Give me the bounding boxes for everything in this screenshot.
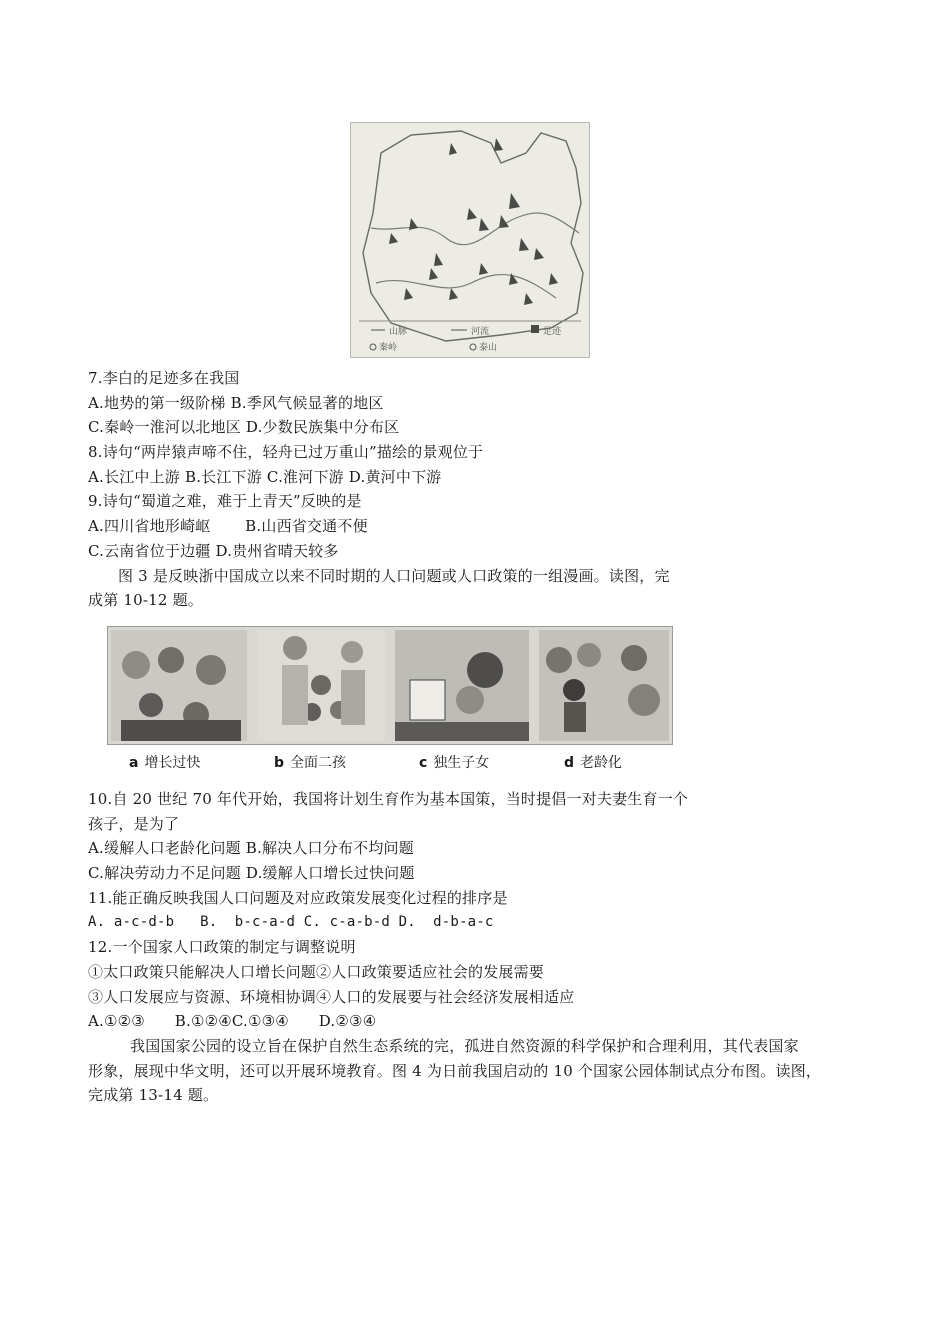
questions-7-9: [88, 366, 888, 613]
q12-statements-2: ③人口发展应与资源、环境相协调④人口的发展要与社会经济发展相适应: [88, 987, 575, 1006]
comic-panel-c: [395, 630, 529, 741]
footprint-mark: [404, 288, 413, 300]
q9-options-2: C.云南省位于边疆 D.贵州省晴天较多: [88, 541, 339, 560]
comic-panel-c-illustration: [395, 630, 529, 741]
footprint-mark: [467, 208, 477, 220]
q10-options-1: A.缓解人口老龄化问题 B.解决人口分布不均问题: [88, 839, 414, 858]
caption-a-letter: a: [129, 755, 139, 771]
caption-d-text: 老龄化: [580, 755, 623, 771]
legend-qinling: 秦岭: [379, 343, 398, 353]
footprint-mark: [524, 293, 533, 305]
map-drawing: [351, 123, 589, 357]
caption-c: [419, 752, 489, 772]
caption-c-text: 独生子女: [433, 755, 490, 771]
map-figure: [350, 122, 590, 358]
coastline-outline: [363, 131, 583, 341]
q11-options: A. a-c-d-b B. b-c-a-d C. c-a-b-d D. d-b-a-c: [88, 914, 494, 931]
fig3-intro-line2: 成第 10-12 题。: [88, 591, 203, 610]
footprint-mark: [429, 268, 438, 280]
q12-options: A.①②③ B.①②④C.①③④ D.②③④: [88, 1012, 377, 1031]
footprint-mark: [409, 218, 418, 230]
comic-panel-d-illustration: [539, 630, 669, 741]
footprint-mark: [494, 138, 503, 151]
q10-options-2: C.解决劳动力不足问题 D.缓解人口增长过快问题: [88, 864, 415, 883]
q10-stem-2: 孩子，是为了: [88, 814, 180, 833]
legend-river: 河流: [471, 327, 490, 337]
q10-stem-1: 10.自 20 世纪 70 年代开始，我国将计划生育作为基本国策，当时提倡一对夫妻生育一个: [88, 790, 689, 808]
comic-panel-b: [257, 630, 385, 741]
comic-panel-a: [111, 630, 247, 741]
q9-options-1: A.四川省地形崎岖 B.山西省交通不便: [88, 517, 368, 536]
q9-stem: 9.诗句“蜀道之难，难于上青天”反映的是: [88, 492, 362, 511]
q11-stem: 11.能正确反映我国人口问题及对应政策发展变化过程的排序是: [88, 888, 508, 907]
q7-stem: 7.李白的足迹多在我国: [88, 369, 240, 387]
footprint-mark: [549, 273, 558, 285]
footprint-mark: [534, 248, 544, 260]
q12-statements-1: ①太口政策只能解决人口增长问题②人口政策要适应社会的发展需要: [88, 962, 545, 981]
caption-b-text: 全面二孩: [290, 755, 347, 771]
footprint-marks: [389, 138, 558, 305]
caption-b: [274, 752, 346, 772]
footprint-mark: [509, 193, 520, 209]
q12-stem: 12.一个国家人口政策的制定与调整说明: [88, 938, 356, 957]
caption-a: [129, 752, 200, 772]
fig4-intro-line3: 完成第 13-14 题。: [88, 1086, 219, 1105]
q8-options-1: A.长江中上游 B.长江下游 C.淮河下游 D.黄河中下游: [88, 467, 442, 486]
comic-panel-b-illustration: [257, 630, 385, 741]
footprint-mark: [519, 238, 529, 251]
footprint-mark: [479, 263, 488, 275]
caption-d: [564, 752, 622, 772]
footprint-mark: [499, 215, 509, 228]
q7-options-1: A.地势的第一级阶梯 B.季风气候显著的地区: [88, 393, 384, 412]
q8-stem: 8.诗句“两岸猿声啼不住，轻舟已过万重山”描绘的景观位于: [88, 443, 484, 462]
caption-c-letter: c: [419, 755, 428, 771]
footprint-mark: [389, 233, 398, 244]
footprint-mark: [434, 253, 443, 266]
caption-a-text: 增长过快: [144, 755, 201, 771]
questions-10-12: [88, 787, 888, 1108]
caption-b-letter: b: [274, 755, 285, 771]
comic-panel-a-illustration: [111, 630, 247, 741]
fig3-intro-line1: 图 3 是反映浙中国成立以来不同时期的人口问题或人口政策的一组漫画。读图，完: [118, 566, 670, 585]
footprint-mark: [449, 143, 457, 155]
footprint-mark: [449, 288, 458, 300]
comic-strip: [107, 626, 673, 745]
fig4-intro-line2: 形象，展现中华文明，还可以开展环境教育。图 4 为日前我国启动的 10 个国家公园体制试点分布图。读图，: [88, 1061, 822, 1080]
fig4-intro-line1: 我国国家公园的设立旨在保护自然生态系统的完，孤进自然资源的科学保护和合理利用，其代表国家: [130, 1036, 799, 1055]
legend-taishan: 泰山: [479, 343, 498, 353]
comic-panel-d: [539, 630, 669, 741]
footprint-mark: [479, 218, 489, 231]
caption-d-letter: d: [564, 755, 575, 771]
comic-captions: [107, 752, 671, 776]
legend-mountain: 山脉: [389, 327, 408, 337]
yangtze-river-line: [376, 275, 556, 298]
q7-options-2: C.秦岭一淮河以北地区 D.少数民族集中分布区: [88, 418, 400, 437]
legend-footprint: 足迹: [543, 327, 562, 337]
